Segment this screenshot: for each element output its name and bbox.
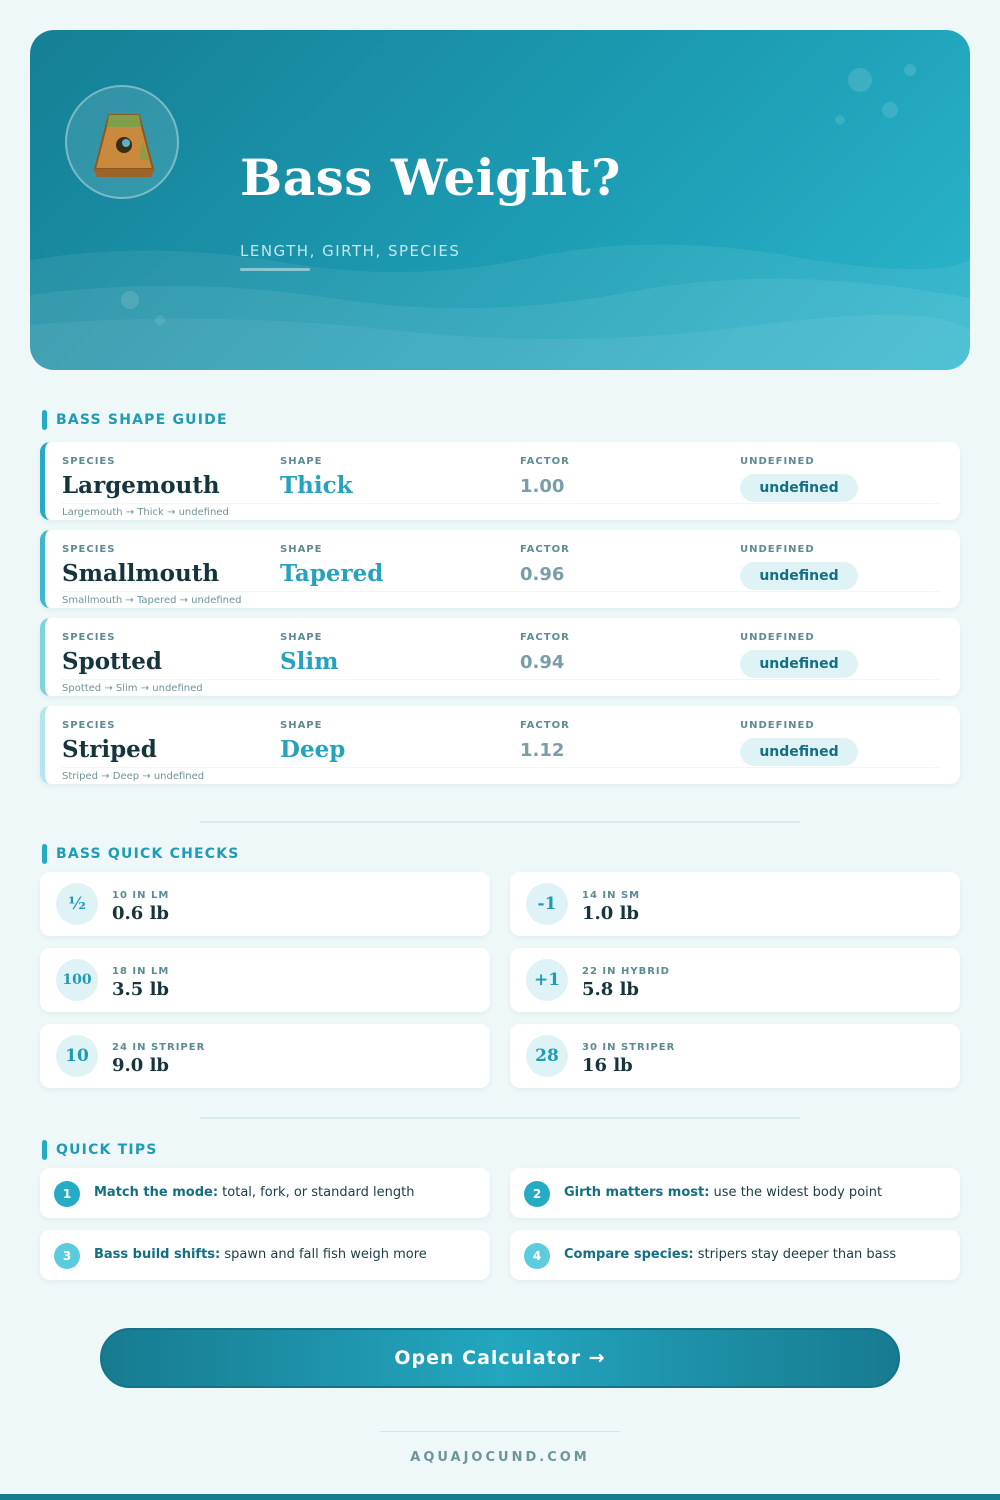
quick-check-card xyxy=(510,872,960,936)
tip-title: Girth matters most: xyxy=(564,1185,710,1200)
card-divider xyxy=(62,679,940,680)
shape-label: SHAPE xyxy=(280,456,323,467)
check-badge: ½ xyxy=(56,883,98,925)
check-value: 16 lb xyxy=(582,1055,633,1076)
tip-title: Match the mode: xyxy=(94,1185,219,1200)
shape-name: Slim xyxy=(280,648,339,675)
check-label: 24 IN STRIPER xyxy=(112,1042,206,1053)
card-footnote: Spotted → Slim → undefined xyxy=(62,683,203,694)
shape-label: SHAPE xyxy=(280,720,323,731)
footer-site: AQUAJOCUND.COM xyxy=(410,1450,590,1465)
factor-value: 1.00 xyxy=(520,476,565,497)
tip-text xyxy=(94,1247,427,1262)
section-heading-shape-guide: BASS SHAPE GUIDE xyxy=(42,410,228,430)
species-name: Largemouth xyxy=(62,472,220,499)
card-footnote: Smallmouth → Tapered → undefined xyxy=(62,595,242,606)
shape-name: Thick xyxy=(280,472,353,499)
weight-sinker-icon xyxy=(79,99,169,189)
factor-value: 0.96 xyxy=(520,564,565,585)
tip-body: spawn and fall fish weigh more xyxy=(224,1247,427,1262)
tip-body: total, fork, or standard length xyxy=(222,1185,415,1200)
section-heading-quick-checks: BASS QUICK CHECKS xyxy=(42,844,240,864)
footer-divider xyxy=(380,1431,620,1432)
tip-card xyxy=(510,1168,960,1218)
tip-title: Compare species: xyxy=(564,1247,694,1262)
check-label: 10 IN LM xyxy=(112,890,170,901)
section-divider xyxy=(200,821,800,823)
check-value: 0.6 lb xyxy=(112,903,170,924)
check-value: 9.0 lb xyxy=(112,1055,170,1076)
tag-label: UNDEFINED xyxy=(740,544,815,555)
page-title: Bass Weight? xyxy=(240,148,621,207)
quick-check-card xyxy=(40,948,490,1012)
factor-label: FACTOR xyxy=(520,544,570,555)
shape-label: SHAPE xyxy=(280,632,323,643)
check-label: 22 IN HYBRID xyxy=(582,966,670,977)
tag-pill: undefined xyxy=(740,562,858,590)
shape-card-striped xyxy=(40,706,960,784)
species-label: SPECIES xyxy=(62,456,116,467)
tip-text xyxy=(564,1185,882,1200)
tag-pill: undefined xyxy=(740,738,858,766)
bottom-bar xyxy=(0,1494,1000,1500)
page-subtitle: LENGTH, GIRTH, SPECIES xyxy=(240,242,461,260)
tip-text xyxy=(564,1247,896,1262)
factor-label: FACTOR xyxy=(520,720,570,731)
species-label: SPECIES xyxy=(62,720,116,731)
check-badge: 28 xyxy=(526,1035,568,1077)
card-footnote: Largemouth → Thick → undefined xyxy=(62,507,229,518)
check-label: 18 IN LM xyxy=(112,966,170,977)
tip-number: 3 xyxy=(54,1243,80,1269)
tip-number: 2 xyxy=(524,1181,550,1207)
shape-card-largemouth xyxy=(40,442,960,520)
quick-check-card xyxy=(510,948,960,1012)
tip-card xyxy=(510,1230,960,1280)
quick-check-card xyxy=(40,1024,490,1088)
check-value: 1.0 lb xyxy=(582,903,640,924)
quick-check-card xyxy=(510,1024,960,1088)
card-divider xyxy=(62,503,940,504)
logo-badge xyxy=(65,85,179,199)
tip-body: use the widest body point xyxy=(713,1185,883,1200)
factor-value: 1.12 xyxy=(520,740,565,761)
section-heading-quick-tips: QUICK TIPS xyxy=(42,1140,158,1160)
check-label: 30 IN STRIPER xyxy=(582,1042,676,1053)
tip-card xyxy=(40,1230,490,1280)
card-divider xyxy=(62,591,940,592)
quick-check-card xyxy=(40,872,490,936)
shape-label: SHAPE xyxy=(280,544,323,555)
species-name: Striped xyxy=(62,736,157,763)
check-value: 5.8 lb xyxy=(582,979,640,1000)
check-badge: +1 xyxy=(526,959,568,1001)
tip-number: 1 xyxy=(54,1181,80,1207)
shape-name: Tapered xyxy=(280,560,384,587)
section-divider xyxy=(200,1117,800,1119)
tip-number: 4 xyxy=(524,1243,550,1269)
card-footnote: Striped → Deep → undefined xyxy=(62,771,205,782)
tag-label: UNDEFINED xyxy=(740,456,815,467)
shape-name: Deep xyxy=(280,736,346,763)
tip-title: Bass build shifts: xyxy=(94,1247,221,1262)
species-label: SPECIES xyxy=(62,632,116,643)
check-label: 14 IN SM xyxy=(582,890,641,901)
hero-banner xyxy=(30,30,970,370)
check-badge: -1 xyxy=(526,883,568,925)
tag-label: UNDEFINED xyxy=(740,720,815,731)
open-calculator-button[interactable]: Open Calculator → xyxy=(100,1328,900,1388)
check-badge: 100 xyxy=(56,959,98,1001)
species-name: Smallmouth xyxy=(62,560,220,587)
factor-label: FACTOR xyxy=(520,632,570,643)
check-value: 3.5 lb xyxy=(112,979,170,1000)
tag-pill: undefined xyxy=(740,650,858,678)
species-name: Spotted xyxy=(62,648,162,675)
tip-card xyxy=(40,1168,490,1218)
species-label: SPECIES xyxy=(62,544,116,555)
check-badge: 10 xyxy=(56,1035,98,1077)
factor-value: 0.94 xyxy=(520,652,565,673)
tip-text xyxy=(94,1185,415,1200)
shape-card-spotted xyxy=(40,618,960,696)
tip-body: stripers stay deeper than bass xyxy=(697,1247,897,1262)
shape-card-smallmouth xyxy=(40,530,960,608)
tag-label: UNDEFINED xyxy=(740,632,815,643)
factor-label: FACTOR xyxy=(520,456,570,467)
subtitle-underline xyxy=(240,268,310,271)
card-divider xyxy=(62,767,940,768)
tag-pill: undefined xyxy=(740,474,858,502)
